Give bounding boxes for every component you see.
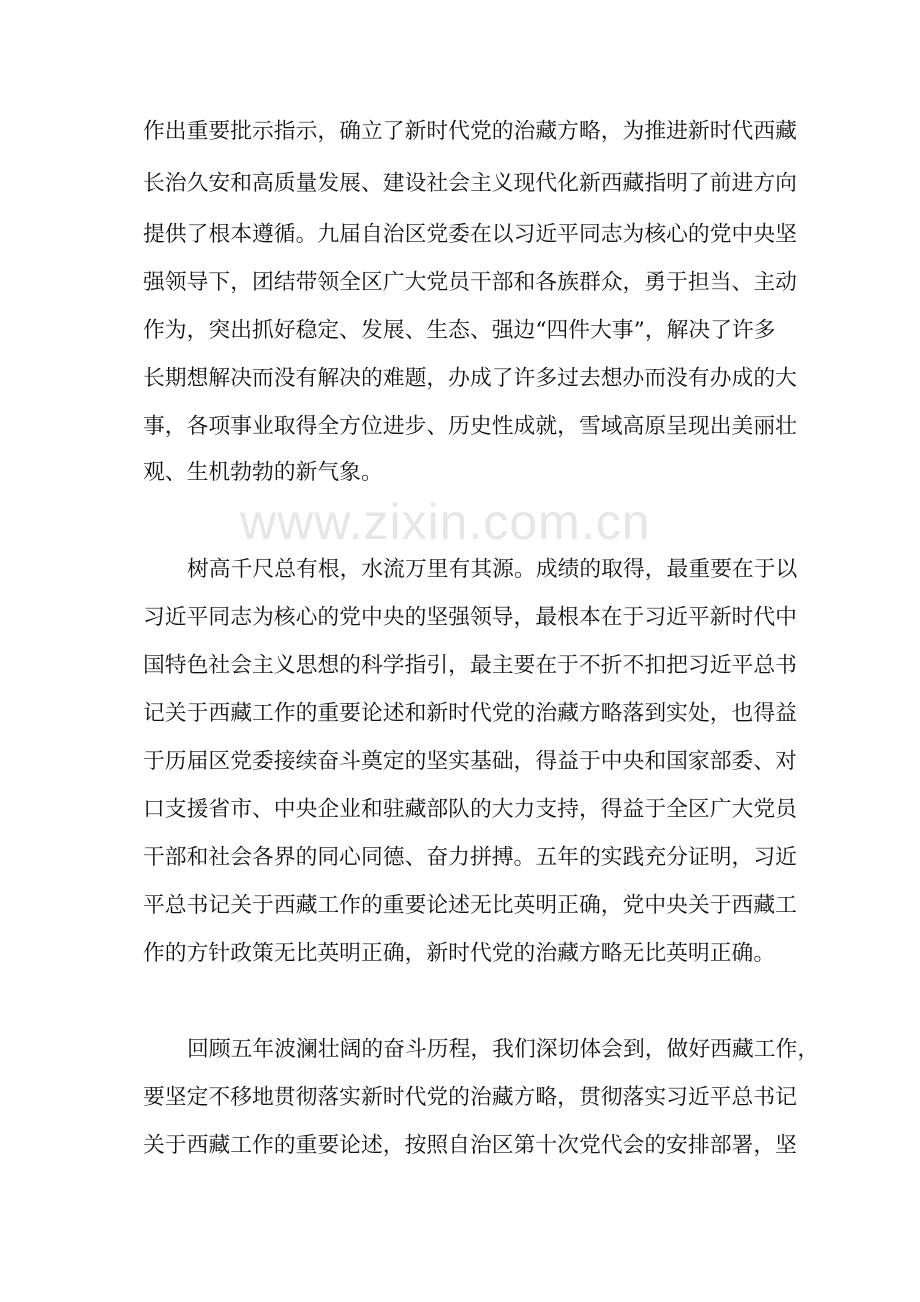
text-line: 回顾五年波澜壮阔的奋斗历程，我们深切体会到，做好西藏工作， (187, 1037, 820, 1062)
text-line: 习近平同志为核心的党中央的坚强领导，最根本在于习近平新时代中 (143, 605, 797, 630)
text-line: 要坚定不移地贯彻落实新时代党的治藏方略，贯彻落实习近平总书记 (143, 1085, 797, 1110)
text-line: 强领导下，团结带领全区广大党员干部和各族群众，勇于担当、主动 (143, 270, 797, 295)
text-line: 作的方针政策无比英明正确，新时代党的治藏方略无比英明正确。 (143, 941, 776, 966)
text-line: 记关于西藏工作的重要论述和新时代党的治藏方略落到实处，也得益 (143, 701, 797, 726)
text-line: 树高千尺总有根，水流万里有其源。成绩的取得，最重要在于以 (187, 557, 798, 582)
text-line: 长期想解决而没有解决的难题，办成了许多过去想办而没有办成的大 (143, 366, 797, 391)
text-line: 平总书记关于西藏工作的重要论述无比英明正确，党中央关于西藏工 (143, 893, 797, 918)
text-line: 提供了根本遵循。九届自治区党委在以习近平同志为核心的党中央坚 (143, 222, 797, 247)
text-line: 作为，突出抓好稳定、发展、生态、强边“四件大事”，解决了许多 (143, 318, 776, 343)
text-line: 事，各项事业取得全方位进步、历史性成就，雪域高原呈现出美丽壮 (143, 414, 797, 439)
text-line: 于历届区党委接续奋斗奠定的坚实基础，得益于中央和国家部委、对 (143, 749, 797, 774)
text-line: 长治久安和高质量发展、建设社会主义现代化新西藏指明了前进方向 (143, 171, 797, 196)
text-line: 作出重要批示指示，确立了新时代党的治藏方略，为推进新时代西藏 (143, 119, 797, 144)
text-line: 观、生机勃勃的新气象。 (143, 460, 383, 485)
watermark: www.zixin.com.cn (240, 494, 651, 550)
text-line: 关于西藏工作的重要论述，按照自治区第十次党代会的安排部署，坚 (143, 1133, 797, 1158)
text-line: 国特色社会主义思想的科学指引，最主要在于不折不扣把习近平总书 (143, 653, 797, 678)
text-line: 口支援省市、中央企业和驻藏部队的大力支持，得益于全区广大党员 (143, 797, 797, 822)
text-line: 干部和社会各界的同心同德、奋力拼搏。五年的实践充分证明，习近 (143, 845, 797, 870)
